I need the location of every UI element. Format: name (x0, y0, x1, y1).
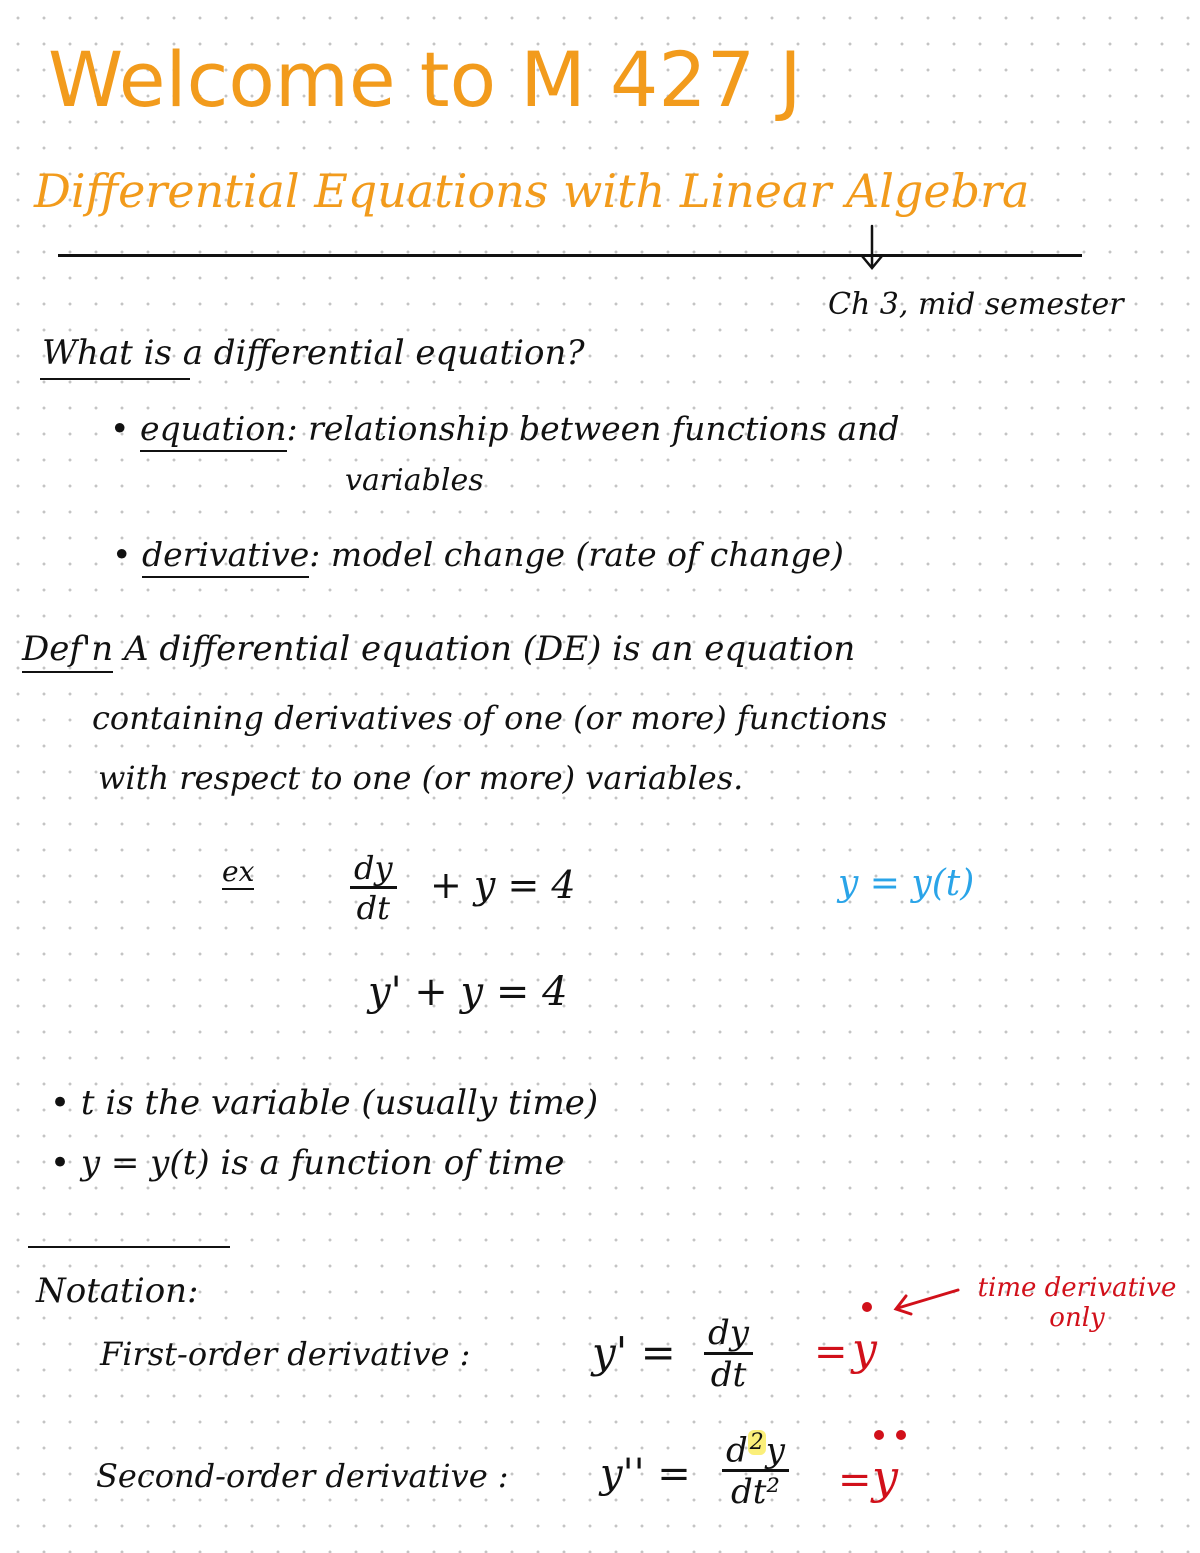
red-arrow-icon (896, 1290, 958, 1314)
first-order-lhs: y' = (592, 1328, 676, 1377)
bullet-equation-cont: variables (345, 463, 484, 498)
term-derivative: derivative (142, 535, 309, 578)
notation-heading: Notation: (36, 1271, 199, 1311)
bullet-derivative: • derivative: model change (rate of change) (112, 538, 844, 571)
example-equation-1: + y = 4 (430, 863, 576, 907)
first-order-equals: = (814, 1329, 848, 1375)
definition-label: Def'n (22, 629, 113, 673)
second-order-lhs: y'' = (600, 1451, 691, 1497)
bullet-equation: • equation: relationship between functions and (110, 412, 900, 445)
time-derivative-annotation: time derivative only (977, 1273, 1177, 1333)
example-fraction-dy-dt: $\frac{dy}{dt}$ (350, 852, 397, 924)
first-order-dot-y: y (852, 1324, 877, 1375)
definition-block: Def'n A differential equation (DE) is an equation (22, 632, 855, 666)
definition-line3: with respect to one (or more) variables. (98, 759, 744, 797)
example-aside: y = y(t) (838, 863, 975, 904)
second-order-equals: = (838, 1457, 872, 1503)
fact-variable: • t is the variable (usually time) (50, 1083, 599, 1123)
page-title: Welcome to M 427 J (48, 35, 802, 124)
first-order-fraction: $\frac{dy}{dt}$ (704, 1316, 753, 1392)
down-arrow-icon (862, 226, 882, 268)
second-order-dot-y: y (872, 1450, 898, 1504)
question-heading: What is a differential equation? (42, 333, 585, 373)
second-order-fraction: $\frac{d^2y}{\text{dt²}}$ (722, 1432, 789, 1509)
first-order-label: First-order derivative : (100, 1335, 471, 1373)
second-order-label: Second-order derivative : (96, 1457, 509, 1495)
example-label: ex (222, 855, 255, 888)
chapter-note: Ch 3, mid semester (828, 287, 1124, 322)
exponent-highlight: 2 (749, 1430, 764, 1455)
page-subtitle: Differential Equations with Linear Algebra (34, 164, 1030, 218)
fact-function: • y = y(t) is a function of time (50, 1143, 565, 1183)
term-equation: equation (140, 409, 287, 452)
example-equation-2: y' + y = 4 (368, 969, 568, 1015)
definition-line2: containing derivatives of one (or more) functions (92, 699, 888, 737)
